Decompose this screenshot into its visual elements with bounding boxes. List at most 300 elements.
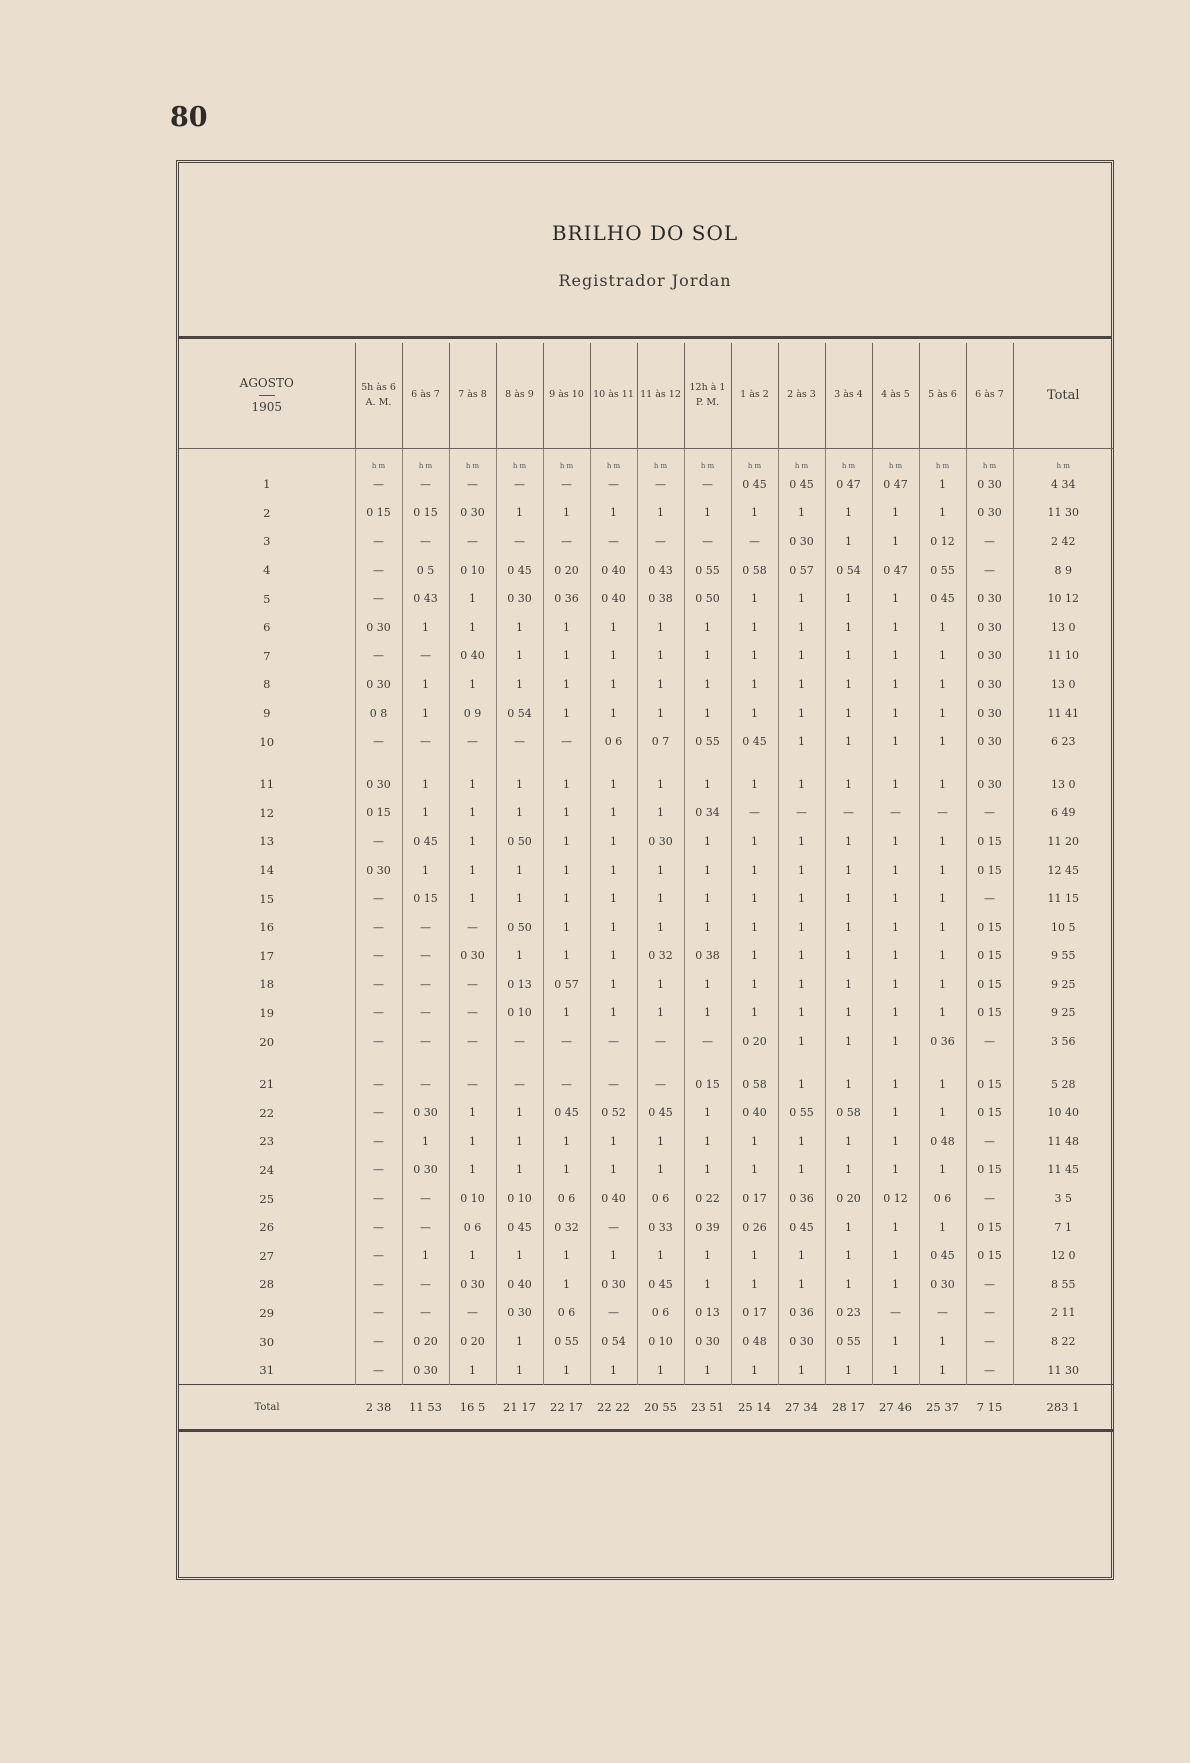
- hour-cell: 0 36: [919, 1027, 966, 1056]
- hour-cell: —: [496, 527, 543, 556]
- day-cell: 20: [259, 1034, 275, 1049]
- month-header: [179, 343, 355, 449]
- hour-cell: —: [966, 799, 1013, 828]
- hour-cell: 1: [872, 884, 919, 913]
- hour-cell: 1: [684, 670, 731, 699]
- hour-cell: 1: [684, 699, 731, 728]
- hour-cell: 1: [919, 1156, 966, 1185]
- hour-cell: 1: [543, 1270, 590, 1299]
- hour-cell: 0 32: [637, 942, 684, 971]
- hour-cell: 0 43: [637, 556, 684, 585]
- hour-cell: 0 50: [684, 584, 731, 613]
- unit-cell: h m: [872, 449, 919, 471]
- hour-cell: 0 30: [919, 1270, 966, 1299]
- hour-cell: 1: [543, 613, 590, 642]
- hour-cell: —: [355, 1213, 402, 1242]
- table-row: [179, 884, 1113, 913]
- column-total-cell: 27 46: [872, 1385, 919, 1431]
- hour-cell: 0 13: [684, 1299, 731, 1328]
- hour-cell: 0 8: [355, 699, 402, 728]
- hour-cell: —: [919, 1299, 966, 1328]
- column-total-cell: 2 38: [355, 1385, 402, 1431]
- total-row: [179, 1385, 1113, 1431]
- column-total-cell: 23 51: [684, 1385, 731, 1431]
- hour-cell: —: [872, 799, 919, 828]
- table-row: [179, 999, 1113, 1028]
- hour-cell: 1: [590, 799, 637, 828]
- page-title: BRILHO DO SOL: [551, 221, 739, 245]
- hour-cell: 1: [872, 727, 919, 756]
- hour-cell: —: [355, 1098, 402, 1127]
- hour-cell: 0 57: [543, 970, 590, 999]
- hour-cell: 1: [684, 827, 731, 856]
- hour-cell: 1: [496, 942, 543, 971]
- hour-cell: 0 30: [966, 470, 1013, 499]
- hour-cell: —: [778, 799, 825, 828]
- hour-cell: 0 15: [966, 1098, 1013, 1127]
- hour-cell: 1: [778, 1270, 825, 1299]
- hour-cell: 1: [731, 1270, 778, 1299]
- hour-cell: 1: [684, 499, 731, 528]
- hour-cell: 0 10: [637, 1327, 684, 1356]
- hour-cell: 0 23: [825, 1299, 872, 1328]
- hour-cell: —: [966, 1299, 1013, 1328]
- hour-cell: 1: [637, 1241, 684, 1270]
- hour-cell: 1: [825, 1127, 872, 1156]
- hour-cell: —: [355, 1056, 402, 1099]
- hour-cell: 0 40: [449, 642, 496, 671]
- day-cell: 5: [263, 591, 271, 606]
- day-cell: 16: [259, 920, 275, 935]
- hour-cell: 0 55: [778, 1098, 825, 1127]
- hour-cell: 1: [825, 999, 872, 1028]
- hour-cell: —: [684, 527, 731, 556]
- hour-cell: 1: [543, 884, 590, 913]
- hour-cell: 1: [449, 884, 496, 913]
- hour-cell: 0 30: [684, 1327, 731, 1356]
- hour-cell: —: [449, 470, 496, 499]
- column-header: [778, 343, 825, 449]
- hour-cell: —: [355, 1327, 402, 1356]
- day-cell: 23: [259, 1134, 275, 1149]
- hour-cell: 0 33: [637, 1213, 684, 1242]
- unit-cell: h m: [355, 449, 402, 471]
- column-header-hours: 6 às 7: [411, 389, 440, 401]
- day-cell: 17: [259, 948, 275, 963]
- hour-cell: 0 45: [919, 584, 966, 613]
- column-total-cell: 20 55: [637, 1385, 684, 1431]
- hour-cell: 0 36: [778, 1184, 825, 1213]
- hour-cell: 1: [449, 1356, 496, 1385]
- hour-cell: —: [355, 527, 402, 556]
- hour-cell: 1: [778, 1156, 825, 1185]
- hour-cell: —: [543, 1027, 590, 1056]
- hour-cell: 0 10: [449, 1184, 496, 1213]
- hour-cell: 1: [731, 499, 778, 528]
- hour-cell: —: [543, 727, 590, 756]
- hour-cell: 0 30: [590, 1270, 637, 1299]
- hour-cell: 1: [402, 670, 449, 699]
- table-row: [179, 1327, 1113, 1356]
- day-cell: 2: [263, 505, 271, 520]
- hour-cell: 1: [637, 670, 684, 699]
- hour-cell: 0 30: [402, 1356, 449, 1385]
- hour-cell: —: [449, 527, 496, 556]
- day-cell: 10: [259, 734, 275, 749]
- hour-cell: 1: [402, 799, 449, 828]
- table-row: [179, 584, 1113, 613]
- hour-cell: 0 30: [778, 527, 825, 556]
- hour-cell: 1: [496, 499, 543, 528]
- row-total-cell: 11 30: [1013, 499, 1113, 528]
- hour-cell: 1: [919, 827, 966, 856]
- hour-cell: 1: [449, 670, 496, 699]
- hour-cell: 1: [825, 699, 872, 728]
- hour-cell: 1: [402, 613, 449, 642]
- row-total-cell: 13 0: [1013, 670, 1113, 699]
- hour-cell: —: [449, 1027, 496, 1056]
- row-total-cell: 9 25: [1013, 999, 1113, 1028]
- column-header-hours: 4 às 5: [881, 389, 910, 401]
- hour-cell: 1: [496, 1098, 543, 1127]
- day-cell: 1: [263, 477, 271, 492]
- hour-cell: 0 15: [402, 884, 449, 913]
- unit-cell: h m: [825, 449, 872, 471]
- hour-cell: 0 45: [402, 827, 449, 856]
- hour-cell: 0 40: [590, 556, 637, 585]
- hour-cell: 1: [778, 970, 825, 999]
- hour-cell: 1: [684, 1098, 731, 1127]
- column-header-hours: 7 às 8: [458, 389, 487, 401]
- hour-cell: 1: [590, 913, 637, 942]
- hour-cell: 1: [778, 942, 825, 971]
- hour-cell: 1: [919, 499, 966, 528]
- hour-cell: 1: [919, 913, 966, 942]
- hour-cell: 1: [543, 913, 590, 942]
- hour-cell: 1: [637, 699, 684, 728]
- hour-cell: 1: [919, 1327, 966, 1356]
- hour-cell: —: [496, 1056, 543, 1099]
- unit-cell: h m: [778, 449, 825, 471]
- hour-cell: 0 10: [496, 999, 543, 1028]
- hour-cell: 0 15: [966, 1156, 1013, 1185]
- hour-cell: 0 15: [355, 799, 402, 828]
- hour-cell: 0 12: [872, 1184, 919, 1213]
- hour-cell: 1: [449, 756, 496, 799]
- hour-cell: 1: [919, 670, 966, 699]
- hour-cell: 0 52: [590, 1098, 637, 1127]
- hour-cell: 1: [402, 1241, 449, 1270]
- hour-cell: —: [402, 1184, 449, 1213]
- row-total-cell: 10 12: [1013, 584, 1113, 613]
- day-cell: 14: [259, 863, 275, 878]
- table-row: [179, 1356, 1113, 1385]
- hour-cell: 1: [872, 670, 919, 699]
- table-row: [179, 913, 1113, 942]
- row-total-cell: 6 49: [1013, 799, 1113, 828]
- title-box: [179, 163, 1111, 339]
- hour-cell: 1: [590, 884, 637, 913]
- hour-cell: 1: [919, 1213, 966, 1242]
- hour-cell: 1: [590, 970, 637, 999]
- hour-cell: 0 38: [637, 584, 684, 613]
- row-total-cell: 8 22: [1013, 1327, 1113, 1356]
- hour-cell: 1: [872, 1056, 919, 1099]
- hour-cell: —: [355, 999, 402, 1028]
- table-row: [179, 527, 1113, 556]
- hour-cell: 1: [872, 642, 919, 671]
- hour-cell: 1: [496, 856, 543, 885]
- column-total-cell: 22 22: [590, 1385, 637, 1431]
- hour-cell: 0 54: [825, 556, 872, 585]
- hour-cell: —: [402, 527, 449, 556]
- hour-cell: 1: [825, 670, 872, 699]
- hour-cell: 1: [778, 1027, 825, 1056]
- day-cell: 6: [263, 620, 271, 635]
- sunshine-table: [179, 343, 1113, 1432]
- column-header: [731, 343, 778, 449]
- hour-cell: 0 54: [590, 1327, 637, 1356]
- day-cell: 29: [259, 1305, 275, 1320]
- hour-cell: 1: [872, 1098, 919, 1127]
- hour-cell: 1: [872, 1156, 919, 1185]
- hour-cell: 1: [872, 1027, 919, 1056]
- hour-cell: 1: [825, 913, 872, 942]
- hour-cell: 1: [543, 999, 590, 1028]
- hour-cell: 1: [684, 1356, 731, 1385]
- hour-cell: 1: [825, 727, 872, 756]
- hour-cell: 1: [496, 1241, 543, 1270]
- hour-cell: 1: [872, 970, 919, 999]
- hour-cell: 0 15: [966, 942, 1013, 971]
- hour-cell: 1: [449, 1241, 496, 1270]
- hour-cell: 1: [825, 642, 872, 671]
- hour-cell: —: [684, 470, 731, 499]
- hour-cell: 1: [449, 799, 496, 828]
- table-row: [179, 1056, 1113, 1099]
- column-header-hours: 10 às 11: [593, 389, 634, 401]
- hour-cell: 1: [449, 584, 496, 613]
- hour-cell: 1: [872, 756, 919, 799]
- hour-cell: 0 54: [496, 699, 543, 728]
- hour-cell: 1: [872, 999, 919, 1028]
- hour-cell: 1: [684, 613, 731, 642]
- hour-cell: 1: [590, 670, 637, 699]
- hour-cell: —: [590, 1027, 637, 1056]
- table-row: [179, 1241, 1113, 1270]
- row-total-cell: 12 0: [1013, 1241, 1113, 1270]
- hour-cell: 1: [731, 584, 778, 613]
- column-header: [684, 343, 731, 449]
- column-header-hours: 11 às 12: [640, 389, 681, 401]
- row-total-cell: 8 55: [1013, 1270, 1113, 1299]
- hour-cell: 1: [919, 613, 966, 642]
- row-total-cell: 7 1: [1013, 1213, 1113, 1242]
- hour-cell: 0 45: [496, 1213, 543, 1242]
- hour-cell: 0 45: [637, 1270, 684, 1299]
- hour-cell: 0 36: [543, 584, 590, 613]
- hour-cell: 1: [402, 699, 449, 728]
- unit-cell: h m: [684, 449, 731, 471]
- hour-cell: 0 17: [731, 1184, 778, 1213]
- hour-cell: 1: [872, 1241, 919, 1270]
- hour-cell: 1: [590, 642, 637, 671]
- hour-cell: —: [543, 527, 590, 556]
- hour-cell: 0 26: [731, 1213, 778, 1242]
- hour-cell: 0 20: [449, 1327, 496, 1356]
- column-header-hours: 3 às 4: [834, 389, 863, 401]
- hour-cell: 1: [919, 642, 966, 671]
- column-total-cell: 22 17: [543, 1385, 590, 1431]
- hour-cell: 1: [919, 856, 966, 885]
- hour-cell: 1: [590, 856, 637, 885]
- row-total-cell: 13 0: [1013, 756, 1113, 799]
- hour-cell: 1: [825, 1027, 872, 1056]
- table-row: [179, 1184, 1113, 1213]
- hour-cell: 1: [778, 1056, 825, 1099]
- table-row: [179, 1270, 1113, 1299]
- column-header-hours: 5h às 6: [361, 382, 396, 394]
- table-body: [179, 470, 1113, 1385]
- column-header: [449, 343, 496, 449]
- hour-cell: 1: [731, 613, 778, 642]
- hour-cell: —: [731, 799, 778, 828]
- table-row: [179, 613, 1113, 642]
- hour-cell: 1: [496, 1156, 543, 1185]
- hour-cell: 0 55: [684, 727, 731, 756]
- hour-cell: 1: [731, 756, 778, 799]
- column-total-cell: 27 34: [778, 1385, 825, 1431]
- hour-cell: 0 15: [966, 827, 1013, 856]
- hour-cell: 0 45: [731, 470, 778, 499]
- hour-cell: 0 30: [966, 584, 1013, 613]
- row-total-cell: 9 25: [1013, 970, 1113, 999]
- day-cell: 7: [263, 648, 271, 663]
- hour-cell: 0 40: [590, 584, 637, 613]
- hour-cell: 1: [872, 827, 919, 856]
- hour-cell: 1: [496, 670, 543, 699]
- hour-cell: 1: [590, 999, 637, 1028]
- hour-cell: 0 30: [966, 670, 1013, 699]
- total-label: Total: [179, 1385, 355, 1431]
- table-row: [179, 470, 1113, 499]
- hour-cell: 1: [590, 1356, 637, 1385]
- hour-cell: 1: [543, 799, 590, 828]
- hour-cell: 0 38: [684, 942, 731, 971]
- hour-cell: 1: [919, 970, 966, 999]
- table-row: [179, 942, 1113, 971]
- hour-cell: 1: [449, 827, 496, 856]
- hour-cell: 0 17: [731, 1299, 778, 1328]
- hour-cell: 1: [872, 613, 919, 642]
- hour-cell: 0 45: [778, 1213, 825, 1242]
- hour-cell: 1: [872, 1356, 919, 1385]
- hour-cell: 1: [543, 1127, 590, 1156]
- hour-cell: 0 20: [543, 556, 590, 585]
- column-header: [825, 343, 872, 449]
- hour-cell: 1: [449, 1156, 496, 1185]
- hour-cell: —: [402, 1270, 449, 1299]
- table-row: [179, 499, 1113, 528]
- hour-cell: —: [355, 1270, 402, 1299]
- hour-cell: 1: [637, 756, 684, 799]
- hour-cell: —: [449, 1299, 496, 1328]
- hour-cell: 1: [778, 999, 825, 1028]
- day-cell: 31: [259, 1363, 275, 1378]
- row-total-cell: 11 48: [1013, 1127, 1113, 1156]
- column-total-cell: 16 5: [449, 1385, 496, 1431]
- hour-cell: 1: [731, 827, 778, 856]
- row-total-cell: 11 15: [1013, 884, 1113, 913]
- hour-cell: 0 30: [496, 1299, 543, 1328]
- column-header: [637, 343, 684, 449]
- hour-cell: 0 30: [966, 727, 1013, 756]
- hour-cell: 0 30: [355, 670, 402, 699]
- hour-cell: 1: [637, 884, 684, 913]
- hour-cell: 1: [731, 1356, 778, 1385]
- hour-cell: —: [919, 799, 966, 828]
- hour-cell: 1: [778, 499, 825, 528]
- hour-cell: 1: [543, 827, 590, 856]
- hour-cell: 1: [825, 827, 872, 856]
- hour-cell: 0 30: [966, 613, 1013, 642]
- hour-cell: 1: [402, 756, 449, 799]
- hour-cell: —: [590, 1056, 637, 1099]
- row-total-cell: 2 42: [1013, 527, 1113, 556]
- hour-cell: 0 45: [496, 556, 543, 585]
- hour-cell: 0 55: [543, 1327, 590, 1356]
- hour-cell: 1: [543, 942, 590, 971]
- hour-cell: 1: [825, 1056, 872, 1099]
- hour-cell: —: [355, 1127, 402, 1156]
- table-row: [179, 642, 1113, 671]
- column-header-hours: 12h à 1: [689, 382, 726, 394]
- hour-cell: —: [402, 1213, 449, 1242]
- column-header: [355, 343, 402, 449]
- table-row: [179, 1213, 1113, 1242]
- hour-cell: 1: [402, 1127, 449, 1156]
- hour-cell: 1: [825, 942, 872, 971]
- unit-cell: h m: [449, 449, 496, 471]
- hour-cell: 0 30: [778, 1327, 825, 1356]
- hour-cell: 1: [731, 913, 778, 942]
- hour-cell: 0 58: [731, 1056, 778, 1099]
- hour-cell: 1: [919, 756, 966, 799]
- table-row: [179, 827, 1113, 856]
- hour-cell: 1: [684, 999, 731, 1028]
- hour-cell: 1: [590, 1156, 637, 1185]
- hour-cell: 0 30: [966, 756, 1013, 799]
- hour-cell: 0 10: [496, 1184, 543, 1213]
- day-cell: 3: [263, 534, 271, 549]
- hour-cell: 1: [825, 756, 872, 799]
- hour-cell: 1: [731, 999, 778, 1028]
- hour-cell: 0 6: [637, 1299, 684, 1328]
- hour-cell: 0 15: [966, 913, 1013, 942]
- hour-cell: 0 50: [496, 913, 543, 942]
- hour-cell: —: [355, 970, 402, 999]
- day-cell: 8: [263, 677, 271, 692]
- hour-cell: 1: [590, 942, 637, 971]
- hour-cell: —: [590, 470, 637, 499]
- hour-cell: 1: [778, 699, 825, 728]
- hour-cell: 0 6: [637, 1184, 684, 1213]
- hour-cell: 1: [731, 942, 778, 971]
- hour-cell: 1: [778, 856, 825, 885]
- hour-cell: 0 40: [496, 1270, 543, 1299]
- table-row: [179, 1027, 1113, 1056]
- column-header: [966, 343, 1013, 449]
